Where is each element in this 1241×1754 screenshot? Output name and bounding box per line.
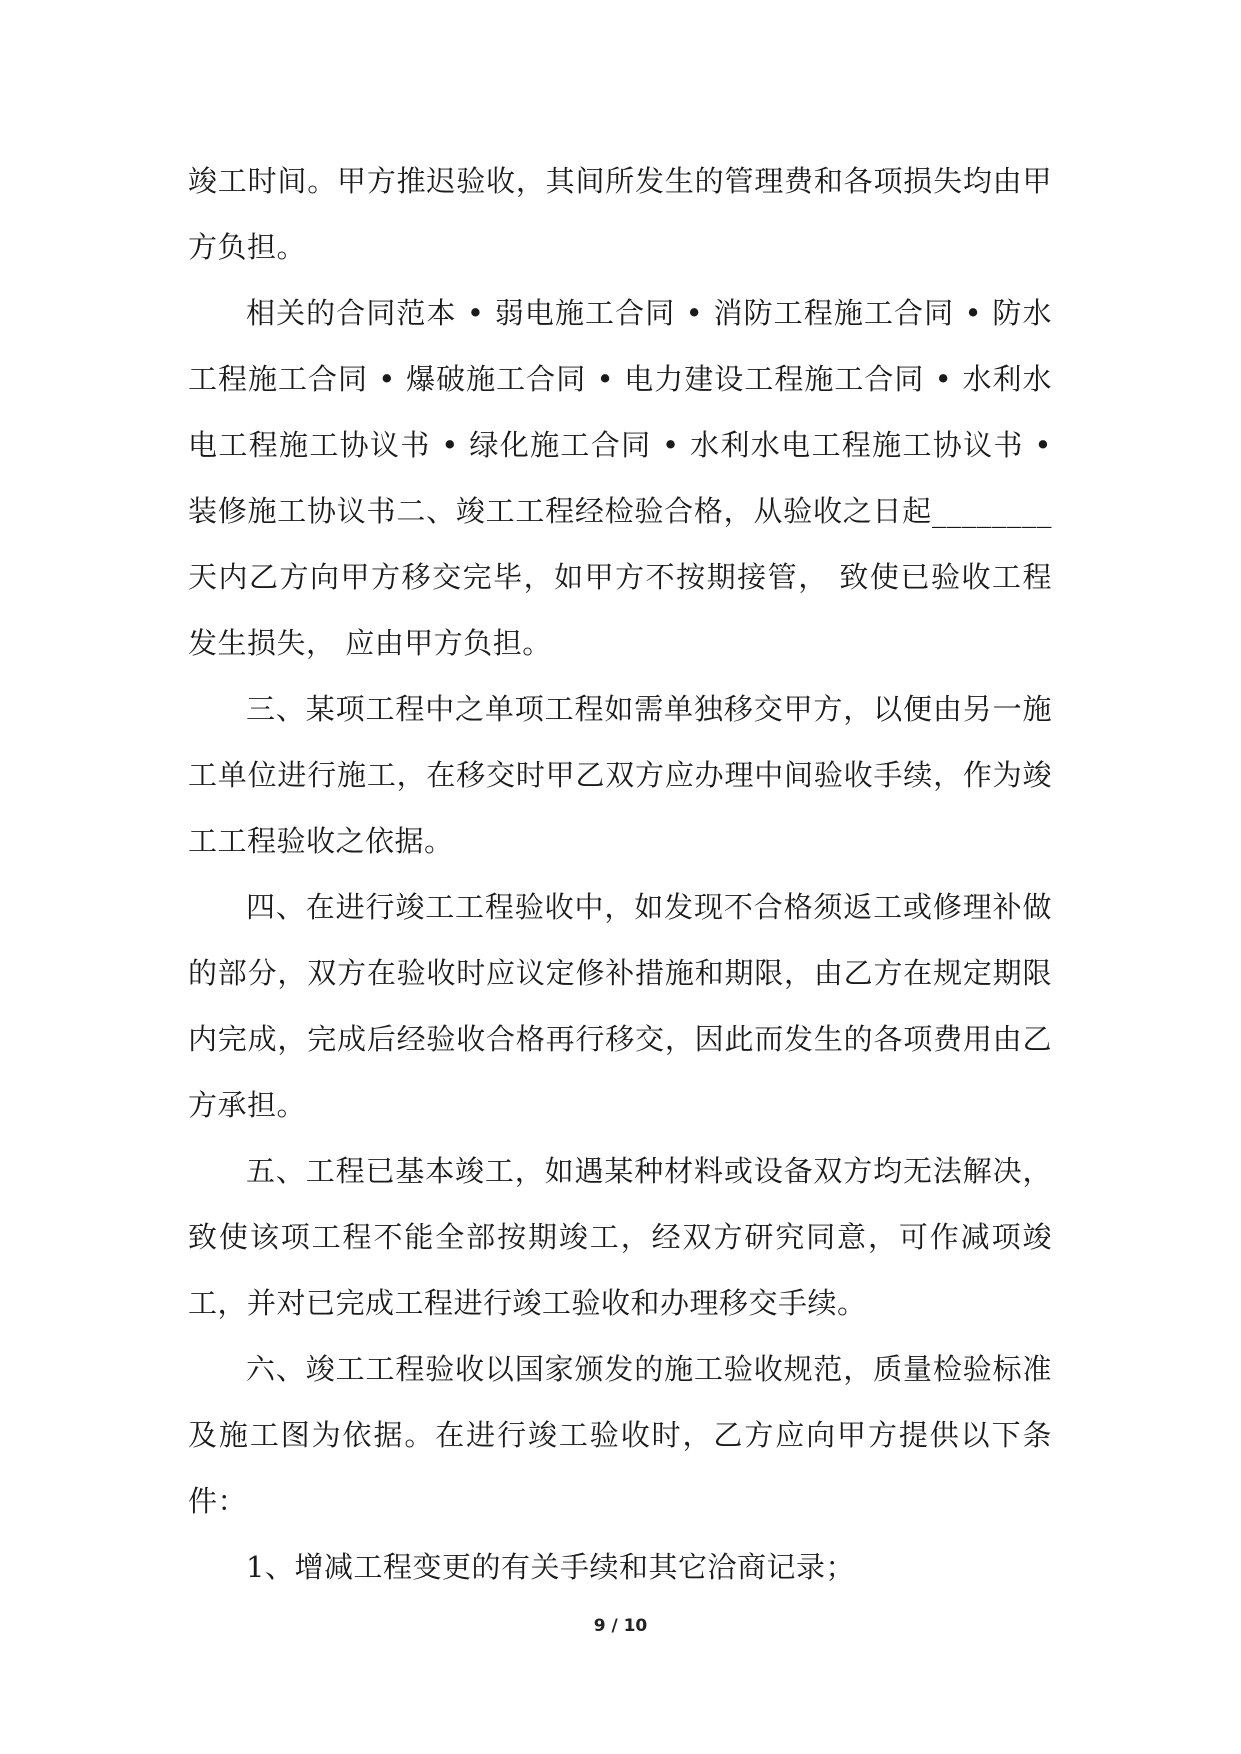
page-number: 9 / 10 — [593, 1616, 648, 1636]
paragraph-clause-6: 六、竣工工程验收以国家颁发的施工验收规范，质量检验标准及施工图为依据。在进行竣工验收时，乙方应向甲方提供以下条件： — [188, 1352, 1052, 1518]
paragraph-clause-4: 四、在进行竣工工程验收中，如发现不合格须返工或修理补做的部分，双方在验收时应议定修补措施和期限，由乙方在规定期限内完成，完成后经验收合格再行移交，因此而发生的各项费用由乙方承担。 — [188, 890, 1052, 1122]
paragraph-item-1: 1、增减工程变更的有关手续和其它洽商记录； — [246, 1550, 855, 1584]
paragraph-continuation: 竣工时间。甲方推迟验收，其间所发生的管理费和各项损失均由甲方负担。 — [188, 164, 1052, 264]
paragraph-clause-3: 三、某项工程中之单项工程如需单独移交甲方，以便由另一施工单位进行施工，在移交时甲乙双方应办理中间验收手续，作为竣工工程验收之依据。 — [188, 692, 1052, 858]
document-body — [188, 148, 1052, 1600]
paragraph-related-templates: 相关的合同范本 • 弱电施工合同 • 消防工程施工合同 • 防水工程施工合同 • 爆破施工合同 • 电力建设工程施工合同 • 水利水电工程施工协议书 • 绿化施工合同 • 水利水电工程施工协议书 • 装修施工协议书二、竣工工程经检验合格，从验收之日起________天内乙方向甲方移交完毕，如甲方不按期接管， 致使已验收工程发生损失， 应由甲方负担。 — [188, 296, 1052, 660]
paragraph-clause-5: 五、工程已基本竣工，如遇某种材料或设备双方均无法解决，致使该项工程不能全部按期竣工，经双方研究同意，可作减项竣工，并对已完成工程进行竣工验收和办理移交手续。 — [188, 1154, 1052, 1320]
